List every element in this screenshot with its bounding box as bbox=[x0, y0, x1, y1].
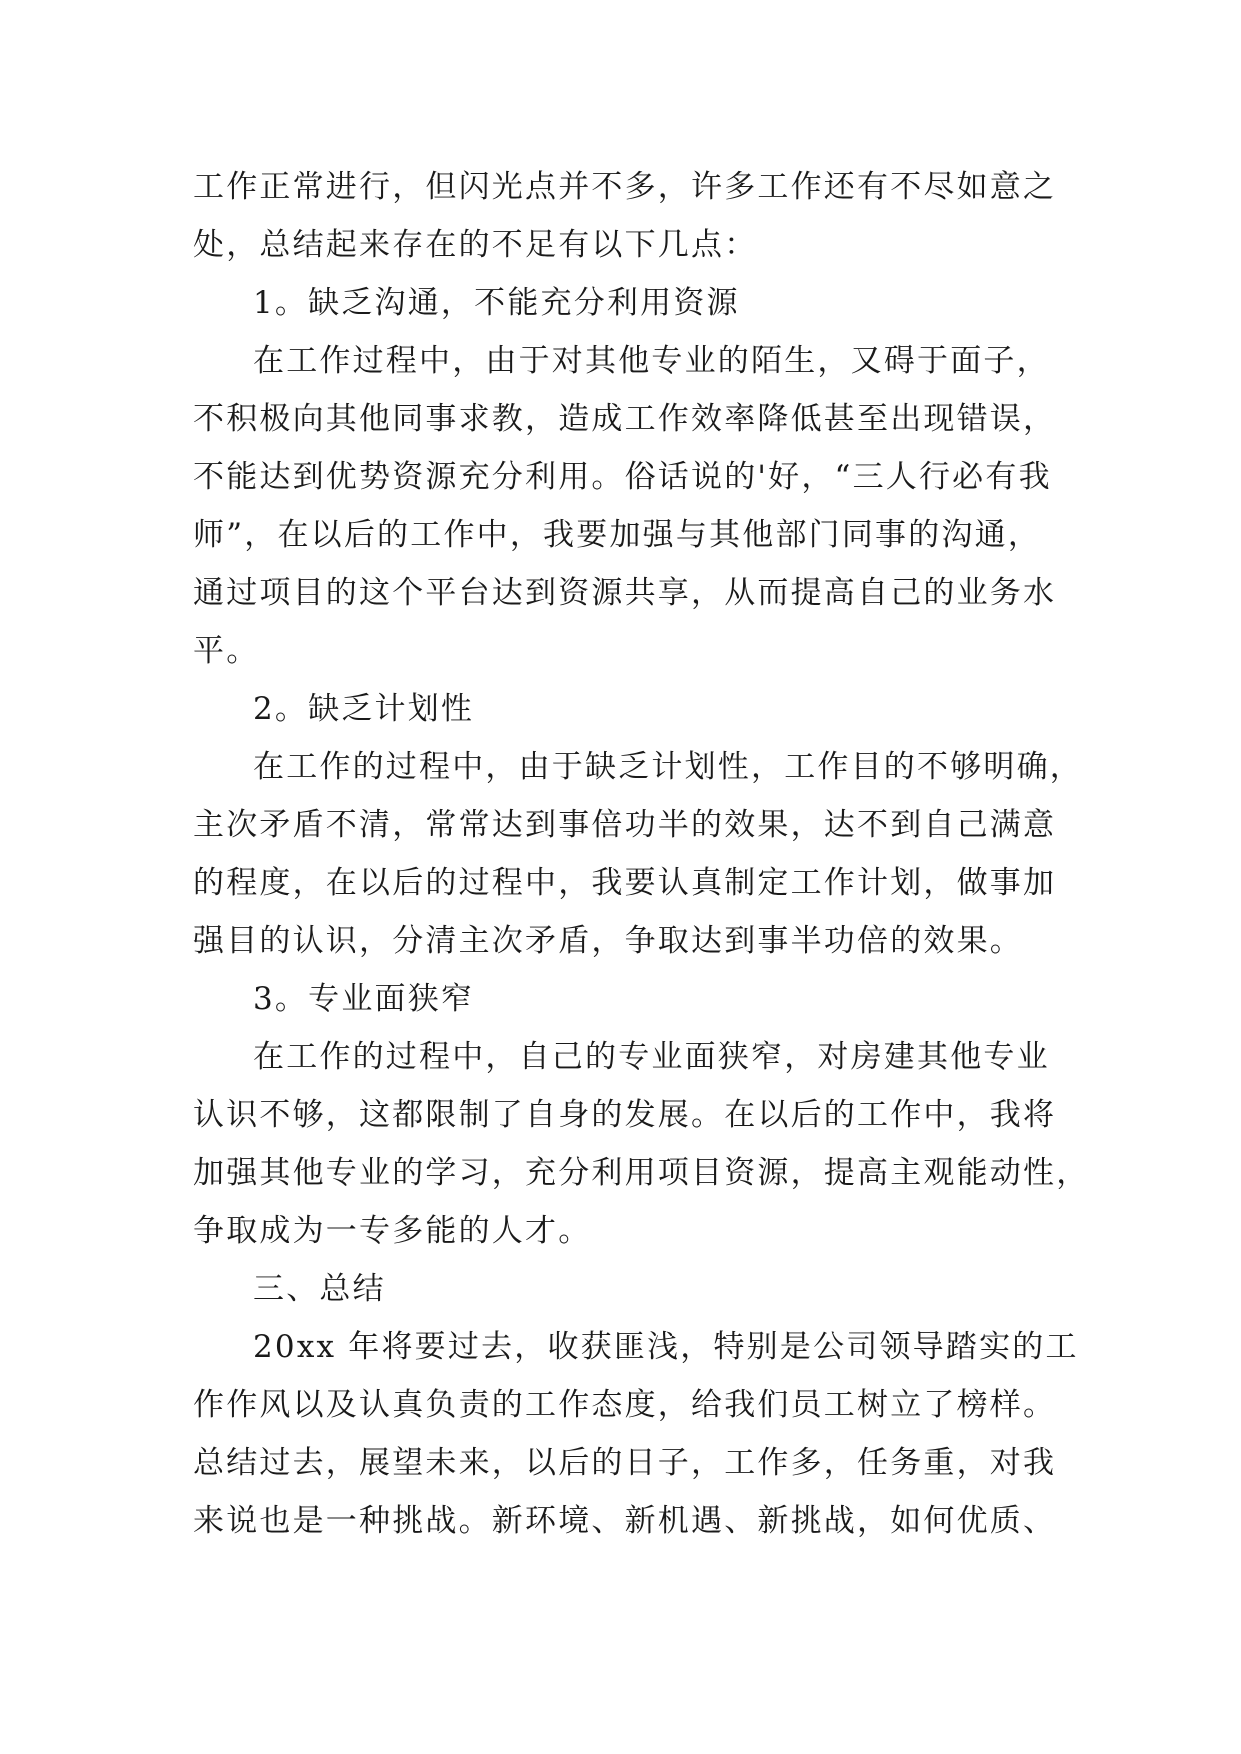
text-line: 师”，在以后的工作中，我要加强与其他部门同事的沟通， bbox=[193, 517, 1042, 553]
text-line: 通过项目的这个平台达到资源共享，从而提高自己的业务水 bbox=[193, 575, 1057, 611]
text-line: 的程度，在以后的过程中，我要认真制定工作计划，做事加 bbox=[193, 865, 1057, 901]
section-heading: 1。缺乏沟通，不能充分利用资源 bbox=[253, 285, 740, 321]
text-line: 作作风以及认真负责的工作态度，给我们员工树立了榜样。 bbox=[193, 1387, 1057, 1423]
section-heading: 三、总结 bbox=[253, 1271, 386, 1307]
text-line: 争取成为一专多能的人才。 bbox=[193, 1213, 592, 1249]
section-heading: 3。专业面狭窄 bbox=[253, 981, 475, 1017]
text-line: 不能达到优势资源充分利用。俗话说的'好，“三人行必有我 bbox=[193, 459, 1052, 495]
text-line: 在工作的过程中，由于缺乏计划性，工作目的不够明确， bbox=[253, 749, 1083, 785]
text-line: 主次矛盾不清，常常达到事倍功半的效果，达不到自己满意 bbox=[193, 807, 1057, 843]
text-line: 总结过去，展望未来，以后的日子，工作多，任务重，对我 bbox=[193, 1445, 1057, 1481]
text-line: 工作正常进行，但闪光点并不多，许多工作还有不尽如意之 bbox=[193, 169, 1057, 205]
document-body bbox=[193, 158, 1090, 1550]
text-line: 处，总结起来存在的不足有以下几点： bbox=[193, 227, 758, 263]
text-line: 平。 bbox=[193, 633, 260, 669]
text-line: 认识不够，这都限制了自身的发展。在以后的工作中，我将 bbox=[193, 1097, 1057, 1133]
section-heading: 2。缺乏计划性 bbox=[253, 691, 475, 727]
text-line: 不积极向其他同事求教，造成工作效率降低甚至出现错误， bbox=[193, 401, 1057, 437]
text-line: 加强其他专业的学习，充分利用项目资源，提高主观能动性， bbox=[193, 1155, 1090, 1191]
text-line: 强目的认识，分清主次矛盾，争取达到事半功倍的效果。 bbox=[193, 923, 1023, 959]
text-line: 来说也是一种挑战。新环境、新机遇、新挑战，如何优质、 bbox=[193, 1503, 1057, 1539]
text-line: 在工作的过程中，自己的专业面狭窄，对房建其他专业 bbox=[253, 1039, 1050, 1075]
text-line: 20xx 年将要过去，收获匪浅，特别是公司领导踏实的工 bbox=[253, 1329, 1079, 1365]
text-line: 在工作过程中，由于对其他专业的陌生，又碍于面子， bbox=[253, 343, 1050, 379]
